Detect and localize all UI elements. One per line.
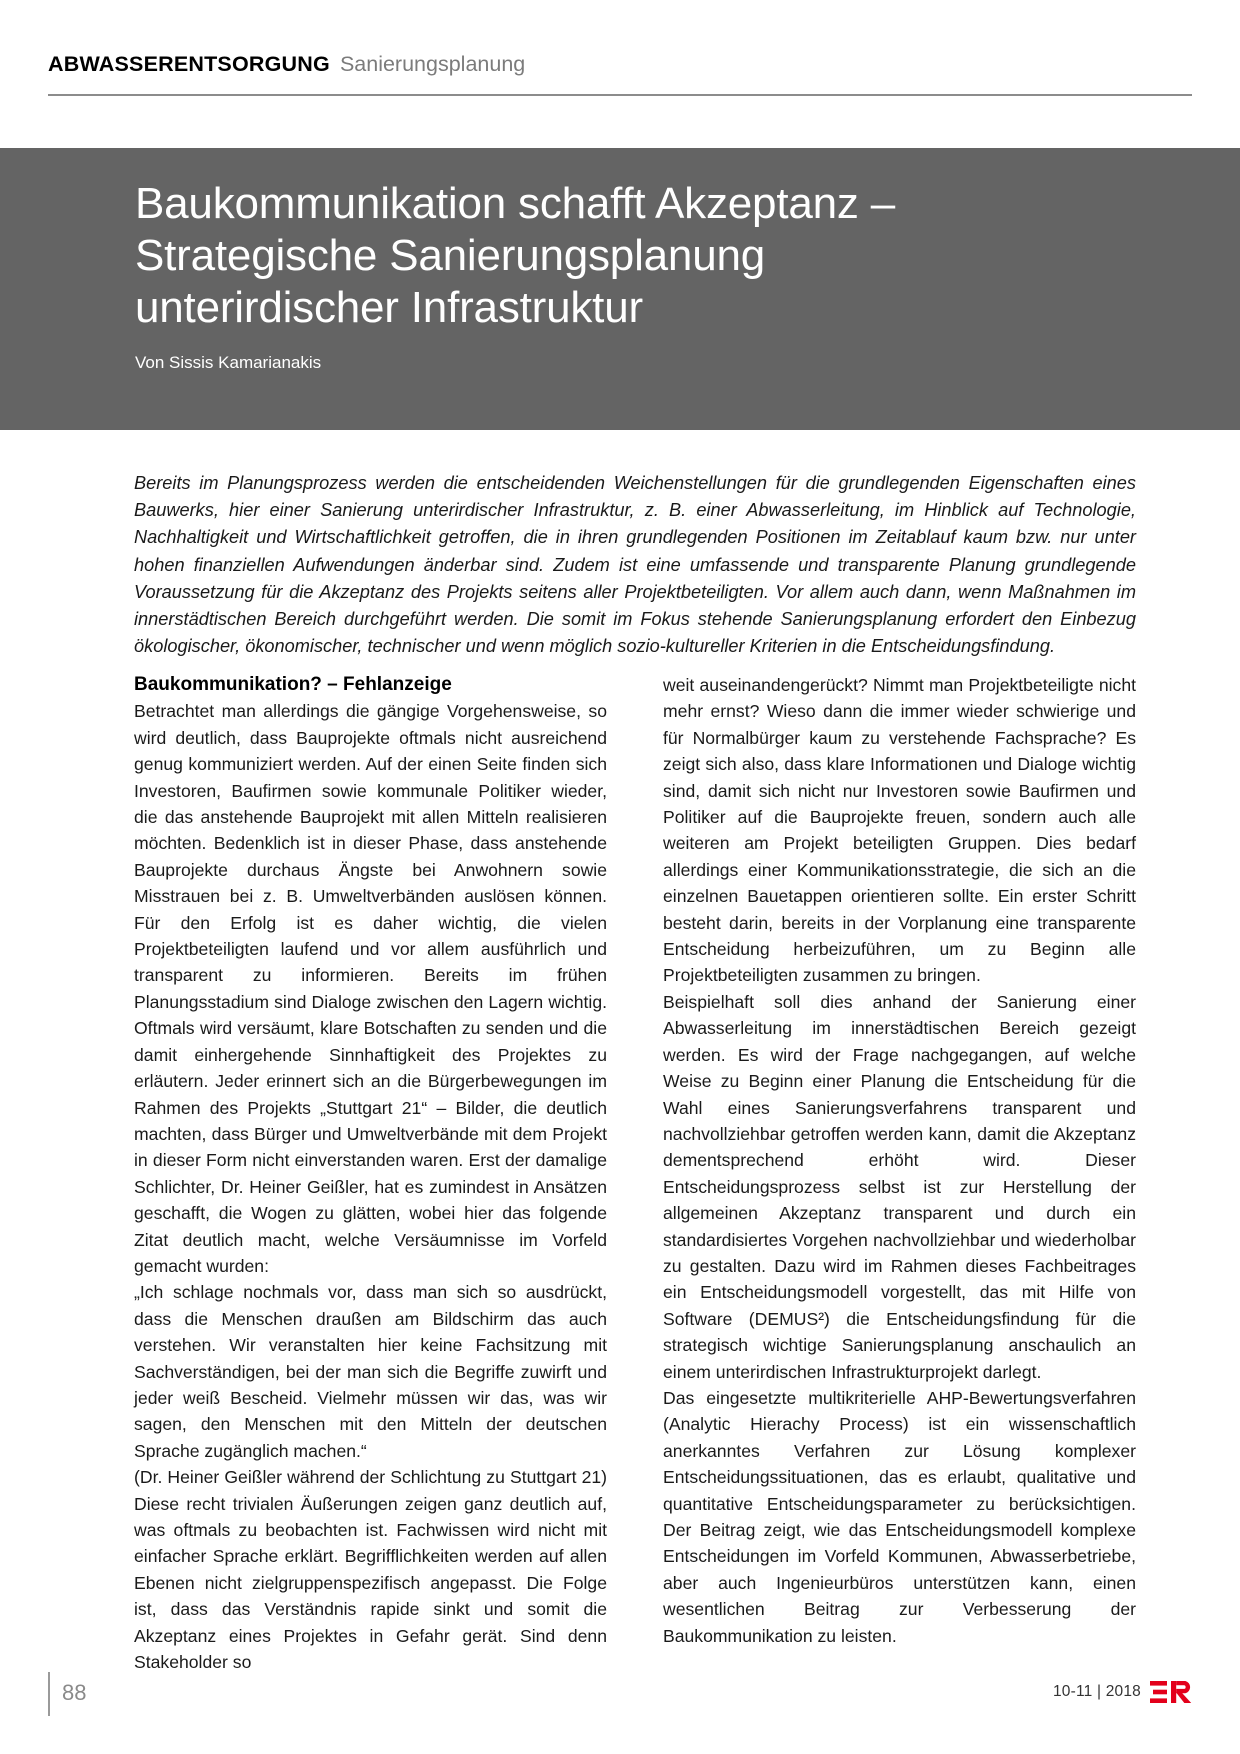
section-heading-baukommunikation: Baukommunikation? – Fehlanzeige [134, 674, 452, 695]
page-footer [48, 1672, 1192, 1720]
abstract-text: Bereits im Planungsprozess werden die entscheidenden Weichenstellungen für die grundlegenden Eigenschaften eines Bauwerks, hier einer Sanierung unterirdischer Infrastruktur, z. B. einer Abwasserleitung, im Hinblick auf Technologie, Nachhaltigkeit und Wirtschaftlichkeit getroffen, die in ihren grundlegenden Positionen im Zeitablauf kaum bzw. nur unter hohen finanziellen Aufwendungen änderbar sind. Zudem ist eine umfassende und transparente Planung grundlegende Voraussetzung für die Akzeptanz des Projekts seitens aller Projektbeteiligten. Vor allem auch dann, wenn Maßnahmen im innerstädtischen Bereich durchgeführt werden. Die somit im Fokus stehende Sanierungsplanung erfordert den Einbezug ökologischer, ökonomischer, technischer und wenn möglich sozio-kultureller Kriterien in die Entscheidungsfindung. [134, 473, 1136, 657]
page-title [135, 178, 1095, 334]
title-line-1: Baukommunikation schafft Akzeptanz – [135, 179, 895, 228]
left-paragraph-3: (Dr. Heiner Geißler während der Schlichtung zu Stuttgart 21) Diese recht trivialen Äußerungen zeigen ganz deutlich auf, was oftmals zu beobachten ist. Fachwissen wird nicht mit einfacher Sprache erklärt. Begrifflichkeiten werden auf allen Ebenen nicht zielgruppenspezifisch angepasst. Die Folge ist, dass das Verständnis rapide sinkt und somit die Akzeptanz eines Projektes in Gefahr gerät. Sind denn Stakeholder so [134, 1467, 607, 1673]
title-line-2: Strategische Sanierungsplanung [135, 231, 766, 280]
title-line-3: unterirdischer Infrastruktur [135, 283, 643, 332]
body-columns [134, 672, 1136, 1673]
running-head-subsection: Sanierungsplanung [339, 52, 526, 76]
left-paragraph-2: „Ich schlage nochmals vor, dass man sich so ausdrückt, dass die Menschen draußen am Bildschirm das auch verstehen. Wir veranstalten hier keine Fachsitzung mit Sachverständigen, bei der man sich die Begriffe zuwirft und jeder weiß Bescheid. Vielmehr müssen wir das, was wir sagen, den Menschen mit den Mitteln der deutschen Sprache zugänglich machen.“ [134, 1282, 607, 1461]
folio-group [48, 1672, 86, 1716]
issue-group [1053, 1680, 1192, 1704]
title-block [135, 178, 1095, 374]
page-number: 88 [62, 1680, 87, 1705]
left-column [134, 672, 607, 1673]
header-divider [48, 94, 1192, 96]
folio-divider [48, 1672, 50, 1716]
right-column [663, 672, 1136, 1646]
brand-logo-3r-icon [1150, 1680, 1192, 1704]
running-head-section: ABWASSERENTSORGUNG [48, 52, 330, 76]
running-head [48, 52, 1192, 77]
issue-label: 10-11 | 2018 [1052, 1683, 1141, 1700]
right-paragraph-1: weit auseinandengerückt? Nimmt man Projektbeteiligte nicht mehr ernst? Wieso dann die immer wieder schwierige und für Normalbürger kaum zu verstehende Fachsprache? Es zeigt sich also, dass klare Informationen und Dialoge wichtig sind, damit sich nicht nur Investoren sowie Baufirmen und Politiker auf die Bauprojekte freuen, sondern auch alle weiteren am Projekt beteiligten Gruppen. Dies bedarf allerdings einer Kommunikationsstrategie, die sich an die einzelnen Bauetappen orientieren sollte. Ein erster Schritt besteht darin, bereits in der Vorplanung eine transparente Entscheidung herbeizuführen, um zu Beginn alle Projektbeteiligten zusammen zu bringen. [663, 675, 1136, 986]
title-banner [0, 148, 1240, 430]
author-byline: Von Sissis Kamarianakis [135, 353, 322, 372]
right-paragraph-3: Das eingesetzte multikriterielle AHP-Bewertungsverfahren (Analytic Hierachy Process) ist ein wissenschaftlich anerkanntes Verfahren zur Lösung komplexer Entscheidungssituationen, das es erlaubt, qualitative und quantitative Entscheidungsparameter zu berücksichtigen. Der Beitrag zeigt, wie das Entscheidungsmodell komplexe Entscheidungen im Vorfeld Kommunen, Abwasserbetriebe, aber auch Ingenieurbüros unterstützen kann, einen wesentlichen Beitrag zur Verbesserung der Baukommunikation zu leisten. [663, 1387, 1136, 1646]
left-paragraph-1: Betrachtet man allerdings die gängige Vorgehensweise, so wird deutlich, dass Bauprojekte oftmals nicht ausreichend genug kommuniziert werden. Auf der einen Seite finden sich Investoren, Baufirmen sowie kommunale Politiker wieder, die das anstehende Bauprojekt mit allen Mitteln realisieren möchten. Bedenklich ist in dieser Phase, dass anstehende Bauprojekte durchaus Ängste bei Anwohnern sowie Misstrauen bei z. B. Umweltverbänden auslösen können. Für den Erfolg ist es daher wichtig, die vielen Projektbeteiligten laufend und vor allem ausführlich und transparent zu informieren. Bereits im frühen Planungsstadium sind Dialoge zwischen den Lagern wichtig. Oftmals wird versäumt, klare Botschaften zu senden und die damit einhergehende Sinnhaftigkeit des Projektes zu erläutern. Jeder erinnert sich an die Bürgerbewegungen im Rahmen des Projekts „Stuttgart 21“ – Bilder, die deutlich machten, dass Bürger und Umweltverbände mit dem Projekt in dieser Form nicht einverstanden waren. Erst der damalige Schlichter, Dr. Heiner Geißler, hat es zumindest in Ansätzen geschafft, die Wogen zu glätten, wobei hier das folgende Zitat deutlich macht, welche Versäumnisse im Vorfeld gemacht wurden: [134, 701, 607, 1276]
right-paragraph-2: Beispielhaft soll dies anhand der Sanierung einer Abwasserleitung im innerstädtischen Bereich gezeigt werden. Es wird der Frage nachgegangen, auf welche Weise zu Beginn einer Planung die Entscheidung für die Wahl eines Sanierungsverfahrens transparent und nachvollziehbar getroffen werden kann, damit die Akzeptanz dementsprechend erhöht wird. Dieser Entscheidungsprozess selbst ist zur Herstellung der allgemeinen Akzeptanz transparent und durch ein standardisiertes Vorgehen nachvollziehbar und wiederholbar zu gestalten. Dazu wird im Rahmen dieses Fachbeitrages ein Entscheidungsmodell vorgestellt, das mit Hilfe von Software (DEMUS²) die Entscheidungsfindung für die strategisch wichtige Sanierungsplanung anschaulich an einem unterirdischen Infrastrukturprojekt darlegt. [663, 991, 1136, 1382]
